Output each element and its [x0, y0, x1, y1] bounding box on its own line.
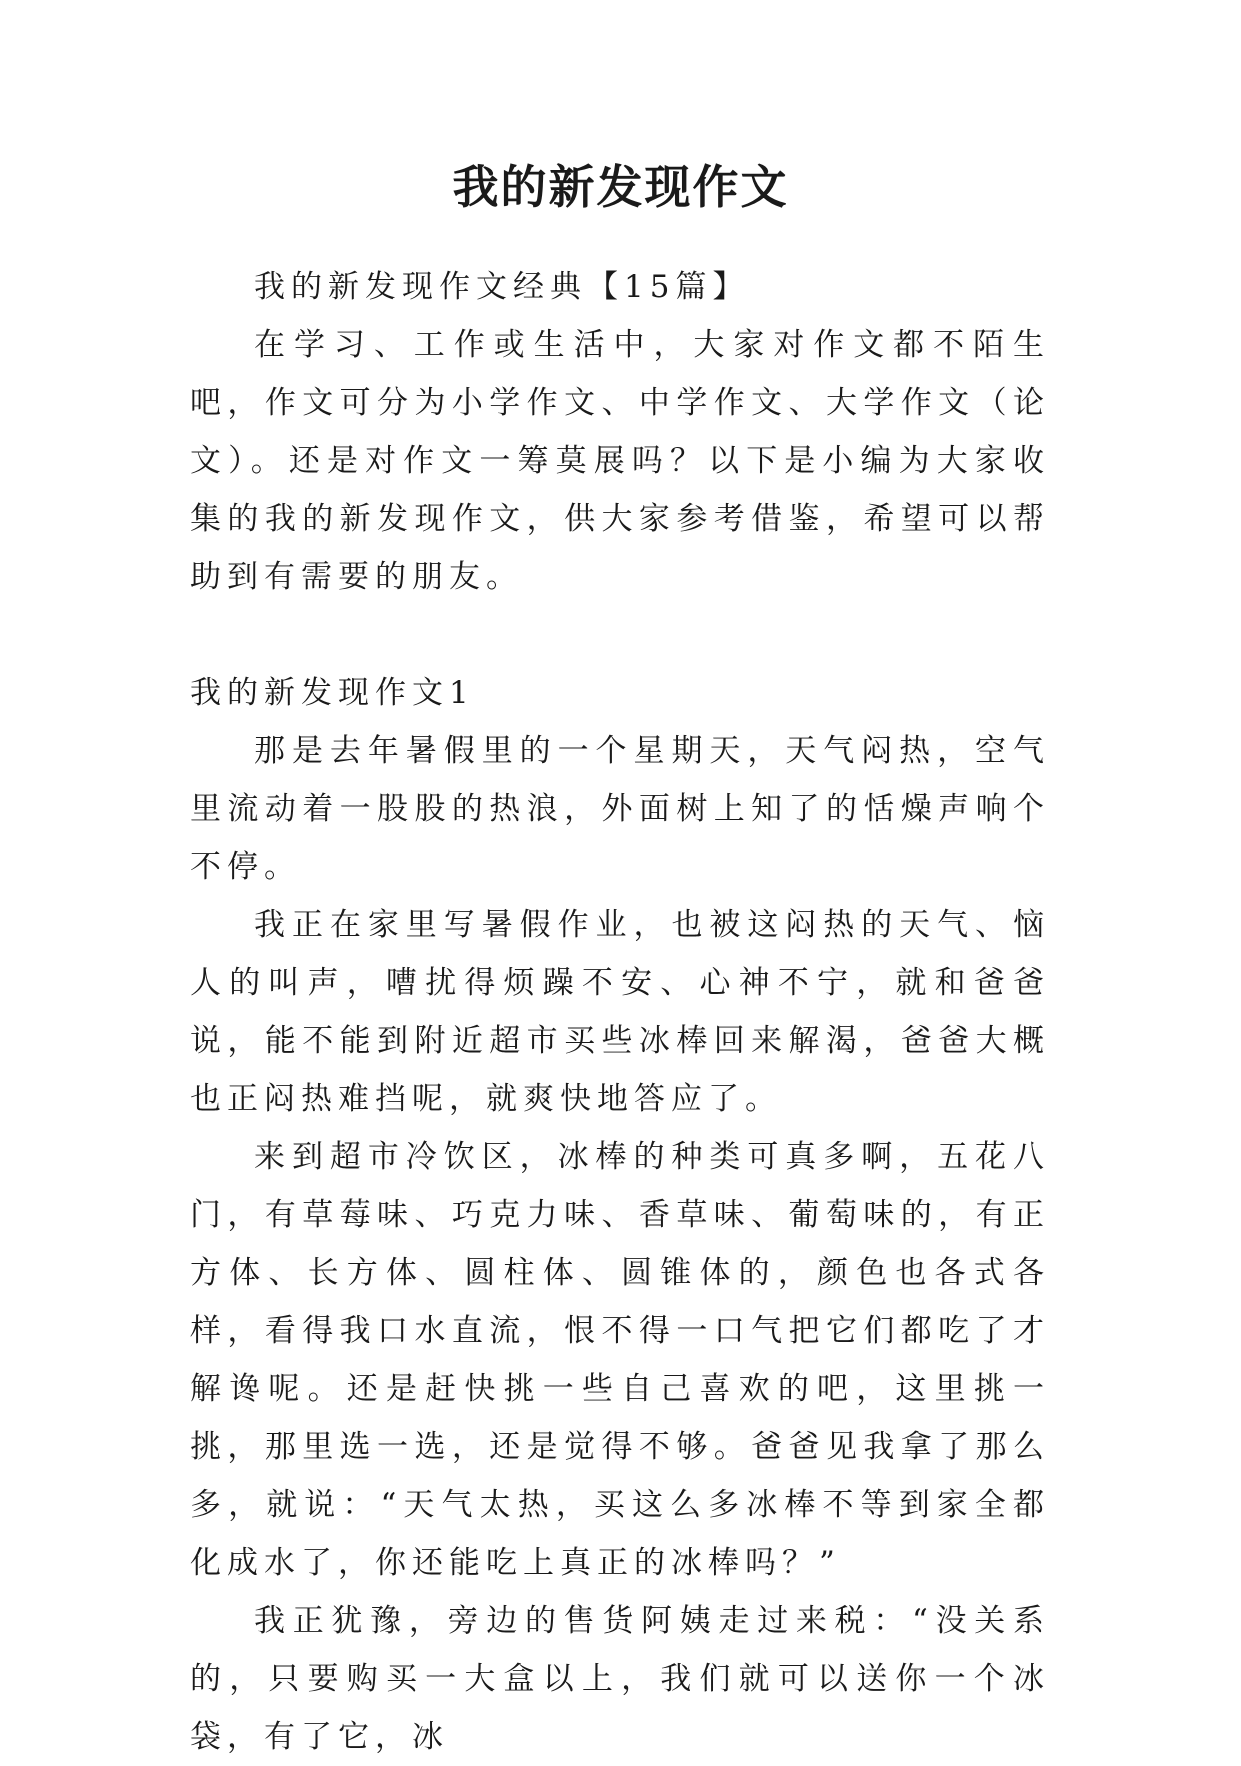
body-paragraph: 我正在家里写暑假作业，也被这闷热的天气、恼人的叫声，嘈扰得烦躁不安、心神不宁，就和爸爸说，能不能到附近超市买些冰棒回来解渴，爸爸大概也正闷热难挡呢，就爽快地答应了。: [190, 907, 1050, 1117]
document-body: [190, 258, 1050, 1766]
intro-paragraph: 在学习、工作或生活中，大家对作文都不陌生吧，作文可分为小学作文、中学作文、大学作文（论文）。还是对作文一筹莫展吗？以下是小编为大家收集的我的新发现作文，供大家参考借鉴，希望可以帮助到有需要的朋友。: [190, 327, 1050, 595]
section-heading: 我的新发现作文1: [190, 675, 475, 711]
document-subtitle: 我的新发现作文经典【15篇】: [254, 269, 750, 305]
body-paragraph: 我正犹豫，旁边的售货阿姨走过来税：“没关系的，只要购买一大盒以上，我们就可以送你一个冰袋，有了它，冰: [190, 1603, 1050, 1755]
body-paragraph: 那是去年暑假里的一个星期天，天气闷热，空气里流动着一股股的热浪，外面树上知了的恬燥声响个不停。: [190, 733, 1050, 885]
document-title: 我的新发现作文: [452, 160, 789, 214]
body-paragraph: 来到超市冷饮区，冰棒的种类可真多啊，五花八门，有草莓味、巧克力味、香草味、葡萄味的，有正方体、长方体、圆柱体、圆锥体的，颜色也各式各样，看得我口水直流，恨不得一口气把它们都吃了才解谗呢。还是赶快挑一些自己喜欢的吧，这里挑一挑，那里选一选，还是觉得不够。爸爸见我拿了那么多，就说：“天气太热，买这么多冰棒不等到家全都化成水了，你还能吃上真正的冰棒吗？”: [190, 1139, 1050, 1581]
